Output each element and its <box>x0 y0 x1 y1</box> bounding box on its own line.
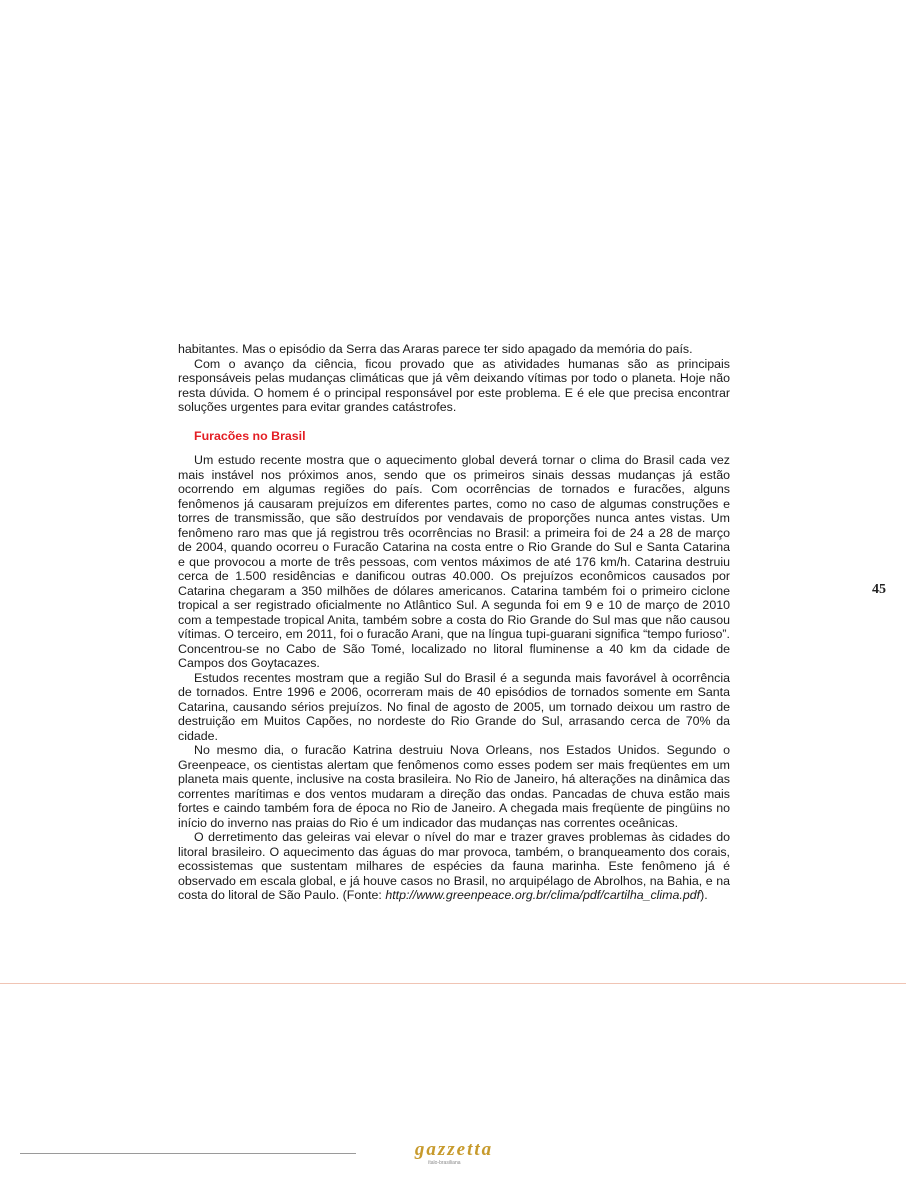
paragraph: No mesmo dia, o furacão Katrina destruiu Nova Orleans, nos Estados Unidos. Segundo o Greenpeace, os cientistas alertam que fenômenos como esses podem ser mais freqüentes em um planeta mais quente, inclusive na costa brasileira. No Rio de Janeiro, há alterações na dinâmica das correntes marítimas e dos ventos mudaram a direção das ondas. Pancadas de chuva estão mais fortes e caindo também fora de época no Rio de Janeiro. A chegada mais freqüente de pingüins no início do inverno nas praias do Rio é um indicador das mudanças nas correntes oceânicas. <box>178 743 730 830</box>
logo-word: gazzetta <box>414 1139 494 1160</box>
publication-logo <box>398 1140 510 1166</box>
paragraph: Estudos recentes mostram que a região Sul do Brasil é a segunda mais favorável à ocorrência de tornados. Entre 1996 e 2006, ocorreram mais de 40 episódios de tornados somente em Santa Catarina, causando sérios prejuízos. No final de agosto de 2005, um tornado deixou um rastro de destruição em Muitos Capões, no nordeste do Rio Grande do Sul, arrasando cerca de 70% da cidade. <box>178 670 730 743</box>
divider-rule <box>0 983 906 984</box>
paragraph-end: ). <box>700 888 708 902</box>
paragraph-with-source <box>178 830 730 903</box>
page-number: 45 <box>872 582 886 597</box>
article-body <box>178 342 730 903</box>
paragraph-text: O derretimento das geleiras vai elevar o nível do mar e trazer graves problemas às cidades do litoral brasileiro. O aquecimento das águas do mar provoca, também, o branqueamento dos corais, ecossistemas que sustentam milhares de espécies da fauna marinha. Este fenômeno já é observado em escala global, e já houve casos no Brasil, no arquipélago de Abrolhos, na Bahia, e na costa do litoral de São Paulo. (Fonte: <box>178 830 730 902</box>
footer-rule <box>20 1153 356 1154</box>
paragraph: Um estudo recente mostra que o aquecimento global deverá tornar o clima do Brasil cada vez mais instável nos próximos anos, sendo que os primeiros sinais dessas mudanças já estão ocorrendo em algumas regiões do país. Com ocorrências de tornados e furacões, alguns fenômenos já causaram prejuízos em diferentes partes, como no caso de algumas construções e torres de transmissão, que são destruídos por vendavais de proporções nunca antes vistas. Um fenômeno raro mas que já registrou três ocorrências no Brasil: a primeira foi de 24 a 28 de março de 2004, quando ocorreu o Furacão Catarina na costa entre o Rio Grande do Sul e Santa Catarina e que provocou a morte de três pessoas, com ventos máximos de até 176 km/h. Catarina destruiu cerca de 1.500 residências e danificou outras 40.000. Os prejuízos econômicos causados por Catarina chegaram a 350 milhões de dólares americanos. Catarina também foi o primeiro ciclone tropical a ser registrado oficialmente no Atlântico Sul. A segunda foi em 9 e 10 de março de 2010 com a tempestade tropical Anita, também sobre a costa do Rio Grande do Sul mas que não causou vítimas. O terceiro, em 2011, foi o furacão Arani, que na língua tupi-guarani significa “tempo furioso”. Concentrou-se no Cabo de São Tomé, localizado no litoral fluminense a 40 km da cidade de Campos dos Goytacazes. <box>178 453 730 670</box>
section-heading: Furacões no Brasil <box>194 428 306 443</box>
source-link[interactable]: http://www.greenpeace.org.br/clima/pdf/cartilha_clima.pdf <box>385 888 701 902</box>
logo-tagline: ítalo-brasiliana <box>428 1160 461 1166</box>
paragraph: habitantes. Mas o episódio da Serra das Araras parece ter sido apagado da memória do país. <box>178 342 693 356</box>
paragraph: Com o avanço da ciência, ficou provado que as atividades humanas são as principais responsáveis pelas mudanças climáticas que já vêm deixando vítimas por todo o planeta. Hoje não resta dúvida. O homem é o principal responsável por este problema. E é ele que precisa encontrar soluções urgentes para evitar grandes catástrofes. <box>178 356 730 414</box>
